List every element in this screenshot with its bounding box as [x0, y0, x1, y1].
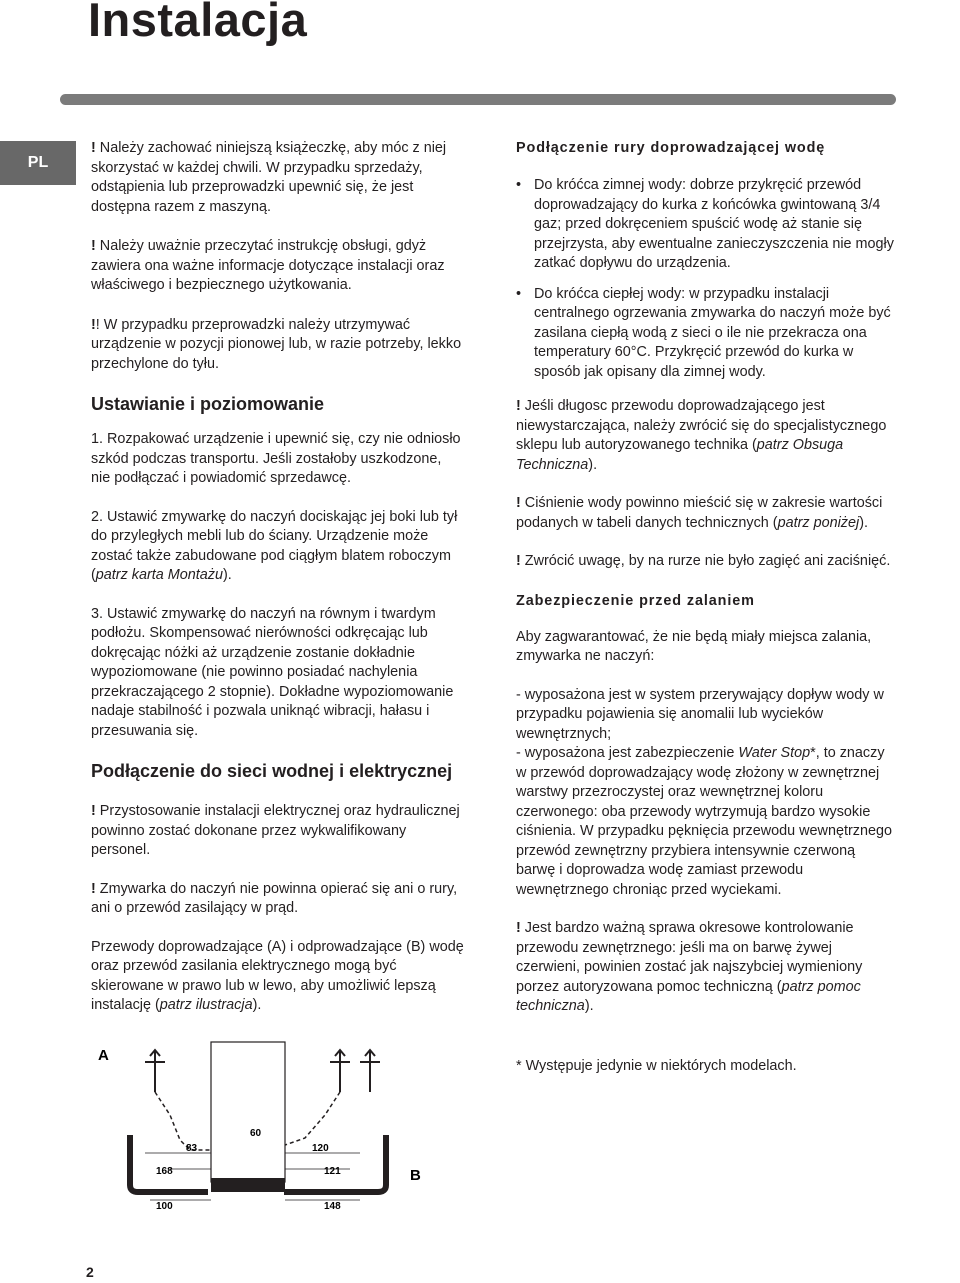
- dim-60: 60: [250, 1128, 262, 1139]
- supply-note-2-close: ).: [859, 514, 868, 531]
- dim-83: 83: [186, 1143, 198, 1154]
- warning-mark: !: [91, 238, 96, 254]
- section-heading-connection: Podłączenie do sieci wodnej i elektrycznej: [91, 761, 453, 781]
- connect-text-3: Przewody doprowadzające (A) i odprowadzające (B) wodę oraz przewód zasilania elektrycznego mogą być skierowane w prawo lub w lewo, aby umożliwić lepszą instalację (: [91, 938, 464, 1013]
- flood-item-2: [516, 744, 894, 900]
- connect-reference: patrz ilustracja: [159, 997, 253, 1013]
- intro-note-3: [91, 316, 464, 375]
- dim-100: 100: [156, 1201, 173, 1212]
- section-heading-leveling: Ustawianie i poziomowanie: [91, 394, 325, 414]
- step-2: [91, 508, 464, 586]
- connect-paragraph-3: [91, 938, 464, 1016]
- flood-intro: Aby zagwarantować, że nie będą miały miejsca zalania, zmywarka ne naczyń:: [516, 628, 872, 664]
- page-title: Instalacja: [88, 0, 308, 46]
- supply-note-3-text: Zwrócić uwagę, by na rurze nie było zagięć ani zaciśnięć.: [524, 553, 891, 569]
- supply-note-1-reference: patrz Obsuga Techniczna: [516, 437, 844, 473]
- supply-note-2: [516, 494, 894, 533]
- intro-text-2: Należy uważnie przeczytać instrukcję obsługi, gdyż zawiera ona ważne informacje dotyczące instalacji oraz właściwego i bezpiecznego użytkowania.: [91, 238, 445, 293]
- bullet-cold-water: • Do króćca zimnej wody: dobrze przykręcić przewód doprowadzający do kurka z końcówka gwintowaną 3/4 gaz; przed dokręceniem spuścić wodę aż stanie się przejrzysta, aby ewentualne zanieczyszczenia nie mogły zatkać dopływu do urządzenia.: [516, 176, 894, 274]
- warning-mark: !: [516, 495, 521, 511]
- dim-120: 120: [312, 1143, 329, 1154]
- bullet-hot-water: • Do króćca ciepłej wody: w przypadku instalacji centralnego ogrzewania zmywarka do naczyń może być zasilana ciepłą wodą z sieci o ile nie przekracza ona temperatury 60°C. Przykręcić przewód do kurka w sposób jak opisany dla zimnej wody.: [516, 285, 894, 383]
- supply-note-1: [516, 397, 894, 475]
- step-2-text: 2. Ustawić zmywarkę do naczyń dociskając jej boki lub tył do przyległych mebli lub do ściany. Urządzenie może zostać także zabudowane pod ciągłym blatem roboczym (: [91, 508, 458, 583]
- connect-text-1: Przystosowanie instalacji elektrycznej oraz hydraulicznej powinno zostać dokonane przez wykwalifikowany personel.: [91, 803, 460, 858]
- warning-mark: !: [516, 553, 521, 569]
- dim-148: 148: [324, 1201, 341, 1212]
- section-heading-water-supply: Podłączenie rury doprowadzającej wodę: [516, 140, 826, 156]
- step-3: 3. Ustawić zmywarkę do naczyń na równym i twardym podłożu. Skompensować nierówności odkręcając lub dokręcając nóżki aż urządzenie zostanie dokładnie wypoziomowane (nie powinno posiadać nachylenia przekraczającego 2 stopnie). Dokładne wypoziomowanie nadaje stabilność i pozwala uniknąć wibracji, hałasu i przesuwania się.: [91, 605, 454, 739]
- warning-mark: !: [91, 880, 96, 897]
- installation-diagram: [90, 1040, 470, 1220]
- left-column: [91, 139, 464, 1016]
- supply-note-2-text: Ciśnienie wody powinno mieścić się w zakresie wartości podanych w tabeli danych technicznych (: [516, 495, 883, 531]
- intro-text-3: ! W przypadku przeprowadzki należy utrzymywać urządzenie w pozycji pionowej lub, w razie potrzeby, lekko przechylone do tyłu.: [91, 316, 462, 372]
- supply-note-1-text: Jeśli długosc przewodu doprowadzającego jest niewystarczająca, należy zwrócić się do specjalistycznego sklepu lub autoryzowanego technika (: [516, 398, 887, 453]
- inspection-text: Jest bardzo ważną sprawa okresowe kontrolowanie przewodu zewnętrznego: jeśli ma on barwę żywej czerwieni, powinien zostać jak najszybciej wymieniony porzez autoryzowana pomoc techniczną (: [516, 920, 863, 995]
- section-heading-flood: Zabezpieczenie przed zalaniem: [516, 592, 755, 609]
- supply-note-3: [516, 552, 894, 572]
- header-rule: [60, 94, 896, 105]
- connect-note-2: [91, 880, 464, 919]
- warning-mark: !: [516, 920, 521, 936]
- intro-text-1: Należy zachować niniejszą książeczkę, aby móc z niej skorzystać w każdej chwili. W przypadku sprzedaży, odstąpienia lub przeprowadzki upewnić się, że jest dostępna razem z maszyną.: [91, 140, 447, 215]
- step-2-close: ).: [222, 567, 232, 583]
- label-a: A: [98, 1047, 109, 1064]
- inspection-close: ).: [584, 998, 594, 1014]
- flood-item-2-rest: *, to znaczy w przewód doprowadzający wodę złożony w zewnętrznej warstwy przezroczystej oraz wewnętrznej koloru czerwonego: oba przewody wytrzymują bardzo wysokie ciśnienia. W przypadku pęknięcia przewodu wewnętrznego przewód zewnętrzny przybiera intensywnie czerwoną barwę i doprowadza wodę zamiast przewodu wewnętrznego chroniąc przed wyciekami.: [516, 745, 892, 898]
- dim-121: 121: [324, 1166, 341, 1177]
- intro-note-2: [91, 237, 464, 296]
- supply-bullet-list: [516, 176, 894, 382]
- supply-note-2-reference: patrz poniżej: [777, 514, 860, 531]
- flood-item-1: - wyposażona jest w system przerywający dopływ wody w przypadku pojawienia się anomalii lub wycieków wewnętrznych;: [516, 686, 884, 742]
- connect-note-1: [91, 802, 464, 861]
- dim-168: 168: [156, 1166, 173, 1177]
- inspection-note: [516, 919, 894, 1017]
- connect-text-2: Zmywarka do naczyń nie powinna opierać się ani o rury, ani o przewód zasilający w prąd.: [91, 880, 458, 916]
- supply-note-1-close: ).: [588, 456, 598, 473]
- intro-note-1: [91, 139, 464, 217]
- footnote: * Występuje jedynie w niektórych modelach.: [516, 1057, 797, 1074]
- language-tab: PL: [0, 141, 76, 185]
- flood-item-2-start: - wyposażona jest zabezpieczenie: [516, 745, 739, 761]
- warning-mark: !: [91, 803, 96, 819]
- water-stop-term: Water Stop: [738, 745, 811, 761]
- warning-mark: !: [91, 316, 96, 333]
- step-2-reference: patrz karta Montażu: [95, 567, 223, 583]
- warning-mark: !: [516, 398, 521, 414]
- inspection-reference: patrz pomoc techniczna: [516, 978, 861, 1014]
- label-b: B: [410, 1167, 421, 1184]
- page-number: 2: [86, 1264, 94, 1280]
- right-column: [516, 139, 894, 1076]
- step-1: 1. Rozpakować urządzenie i upewnić się, czy nie odniosło szkód podczas transportu. Jeśli zostałoby uszkodzone, nie podłączać i powiadomić sprzedawcę.: [91, 431, 461, 486]
- connect-close: ).: [252, 997, 262, 1013]
- warning-mark: !: [91, 140, 96, 156]
